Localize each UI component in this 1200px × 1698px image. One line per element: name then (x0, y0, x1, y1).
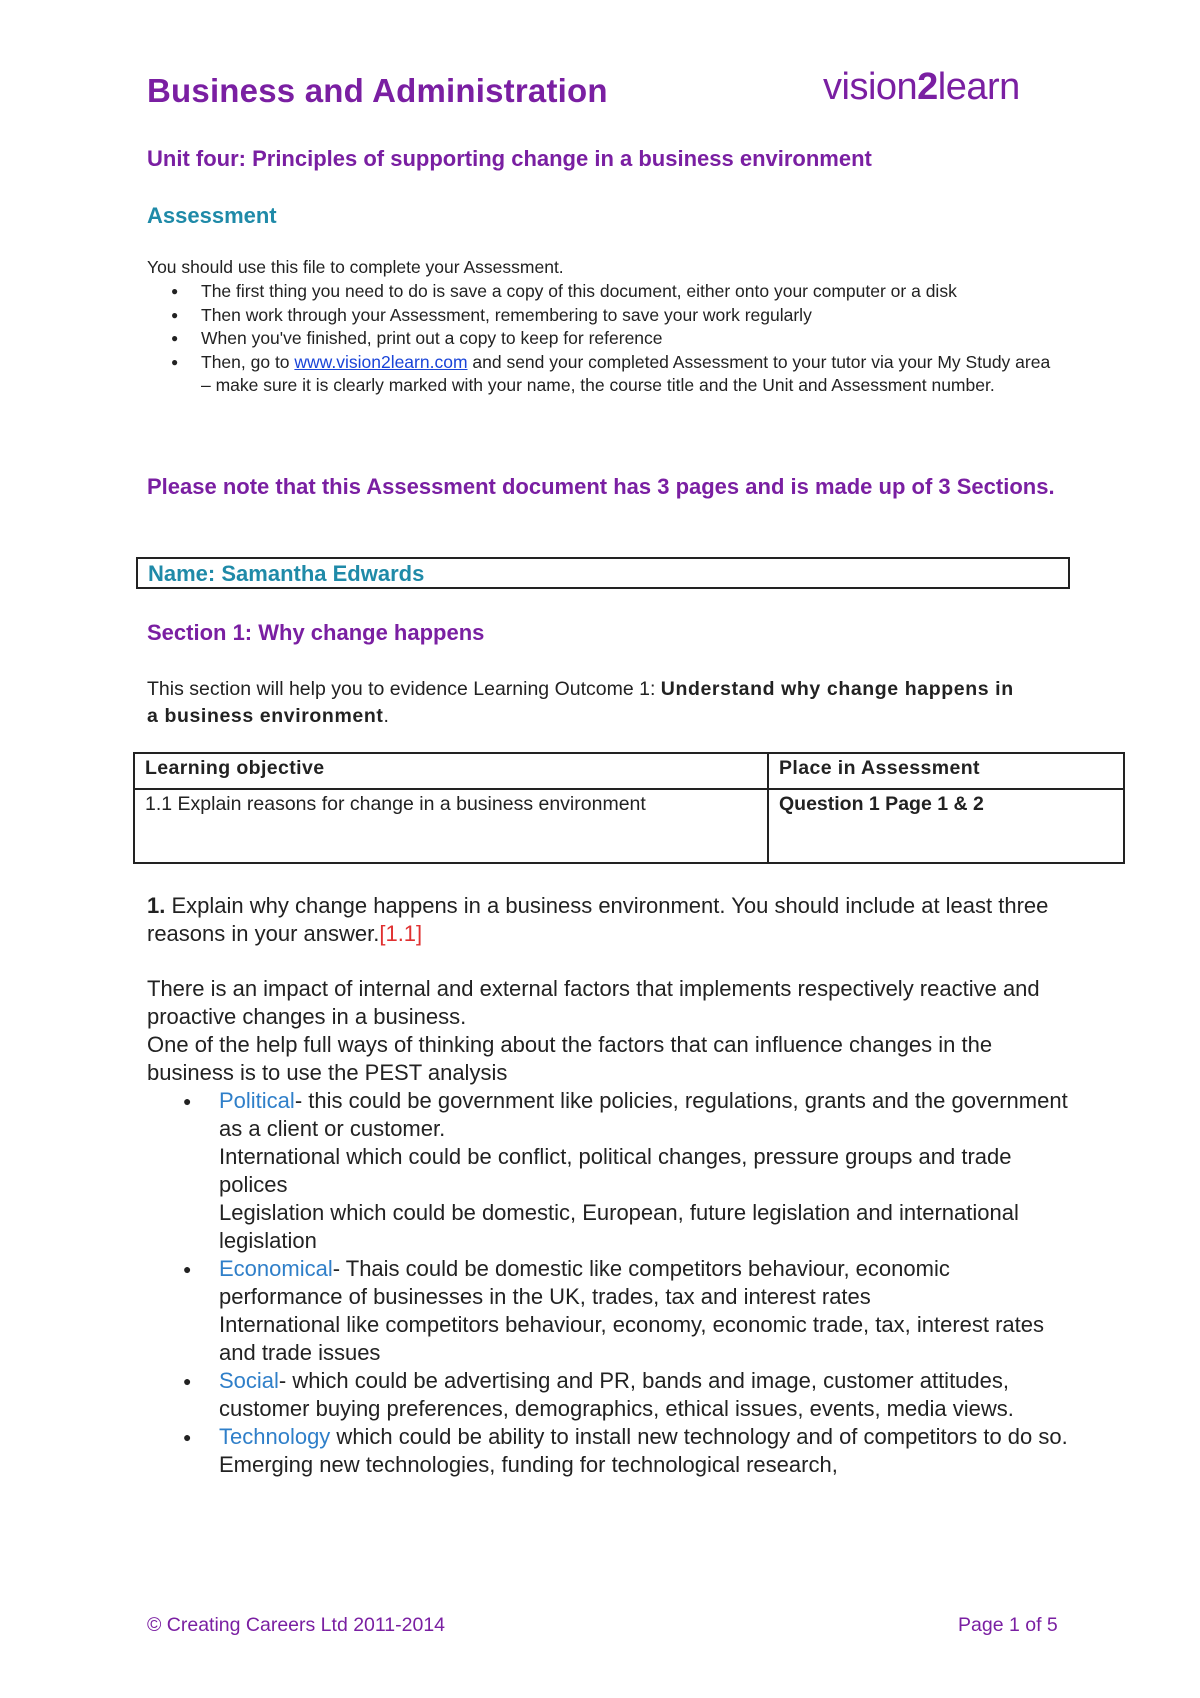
section-title: Section 1: Why change happens (147, 620, 485, 645)
section-intro (147, 676, 1027, 730)
pest-item-political (147, 1087, 1077, 1255)
logo-text-learn: learn (937, 66, 1020, 108)
name-field-text: Name: Samantha Edwards (148, 561, 425, 586)
document-title: Business and Administration (147, 72, 608, 109)
pest-line: - which could be advertising and PR, bands and image, customer attitudes, customer buying preferences, demographics, ethical issues, events, media views. (219, 1368, 1014, 1421)
pest-term: Economical (219, 1256, 333, 1281)
pest-term: Social (219, 1368, 279, 1393)
instruction-text: Then, go to (201, 351, 295, 372)
pest-item-economical (147, 1255, 1077, 1367)
answer-text[interactable] (147, 975, 1077, 1087)
table-header-place: Place in Assessment (768, 753, 1124, 789)
answer-paragraph: There is an impact of internal and external factors that implements respectively reactive and proactive changes in a business. (147, 976, 1040, 1029)
pest-line: International which could be conflict, political changes, pressure groups and trade polices (219, 1144, 1012, 1197)
footer-copyright: © Creating Careers Ltd 2011-2014 (147, 1614, 446, 1636)
instruction-item (147, 351, 1057, 398)
pest-line: - this could be government like policies, regulations, grants and the government as a client or customer. (219, 1088, 1068, 1141)
pest-line: which could be ability to install new technology and of competitors to do so. Emerging new technologies, funding for technological research, (219, 1424, 1068, 1477)
pest-item-technology (147, 1423, 1077, 1479)
instruction-item: ● When you've finished, print out a copy to keep for reference (147, 327, 1057, 351)
table-cell-place: Question 1 Page 1 & 2 (768, 789, 1124, 863)
instructions-intro: You should use this file to complete your Assessment. (147, 257, 564, 277)
pest-line: Legislation which could be domestic, European, future legislation and international legislation (219, 1200, 1019, 1253)
vision2learn-logo (823, 66, 1020, 109)
question-reference: [1.1] (379, 921, 423, 946)
pest-term: Political (219, 1088, 295, 1113)
assessment-note: Please note that this Assessment document has 3 pages and is made up of 3 Sections. (147, 474, 1055, 499)
logo-text-2: 2 (917, 66, 938, 108)
logo-text-vision: vision (823, 66, 918, 108)
name-field-box[interactable] (136, 557, 1070, 589)
instruction-item: ● The first thing you need to do is save a copy of this document, either onto your computer or a disk (147, 280, 1057, 304)
instructions-list (147, 280, 1057, 398)
question-1 (147, 892, 1077, 948)
learning-objective-table (133, 752, 1125, 864)
question-text: Explain why change happens in a business environment. You should include at least three reasons in your answer. (147, 893, 1049, 946)
pest-line: - Thais could be domestic like competitors behaviour, economic performance of businesses in the UK, trades, tax and interest rates (219, 1256, 950, 1309)
instruction-item: ● Then work through your Assessment, remembering to save your work regularly (147, 304, 1057, 328)
pest-list (147, 1087, 1077, 1479)
instruction-text: and send your completed Assessment to your tutor via your My Study area – make sure it is clearly marked with your name, the course title and the Unit and Assessment number. (201, 351, 1051, 395)
assessment-heading: Assessment (147, 203, 277, 228)
unit-title: Unit four: Principles of supporting change in a business environment (147, 146, 872, 171)
vision2learn-link[interactable]: www.vision2learn.com (294, 351, 468, 372)
table-cell-objective: 1.1 Explain reasons for change in a business environment (134, 789, 768, 863)
section-intro-suffix: . (383, 705, 389, 727)
table-row (134, 789, 1124, 863)
footer-page-number: Page 1 of 5 (958, 1614, 1058, 1636)
answer-paragraph: One of the help full ways of thinking about the factors that can influence changes in the business is to use the PEST analysis (147, 1032, 993, 1085)
pest-line: International like competitors behaviour, economy, economic trade, tax, interest rates and trade issues (219, 1312, 1045, 1365)
learning-outcome-text: Understand why change happens in a business environment (147, 678, 1014, 727)
section-intro-text: This section will help you to evidence Learning Outcome 1: (147, 678, 661, 700)
table-header-learning-objective: Learning objective (134, 753, 768, 789)
table-header-row (134, 753, 1124, 789)
question-number: 1. (147, 893, 166, 918)
pest-item-social (147, 1367, 1077, 1423)
pest-term: Technology (219, 1424, 331, 1449)
